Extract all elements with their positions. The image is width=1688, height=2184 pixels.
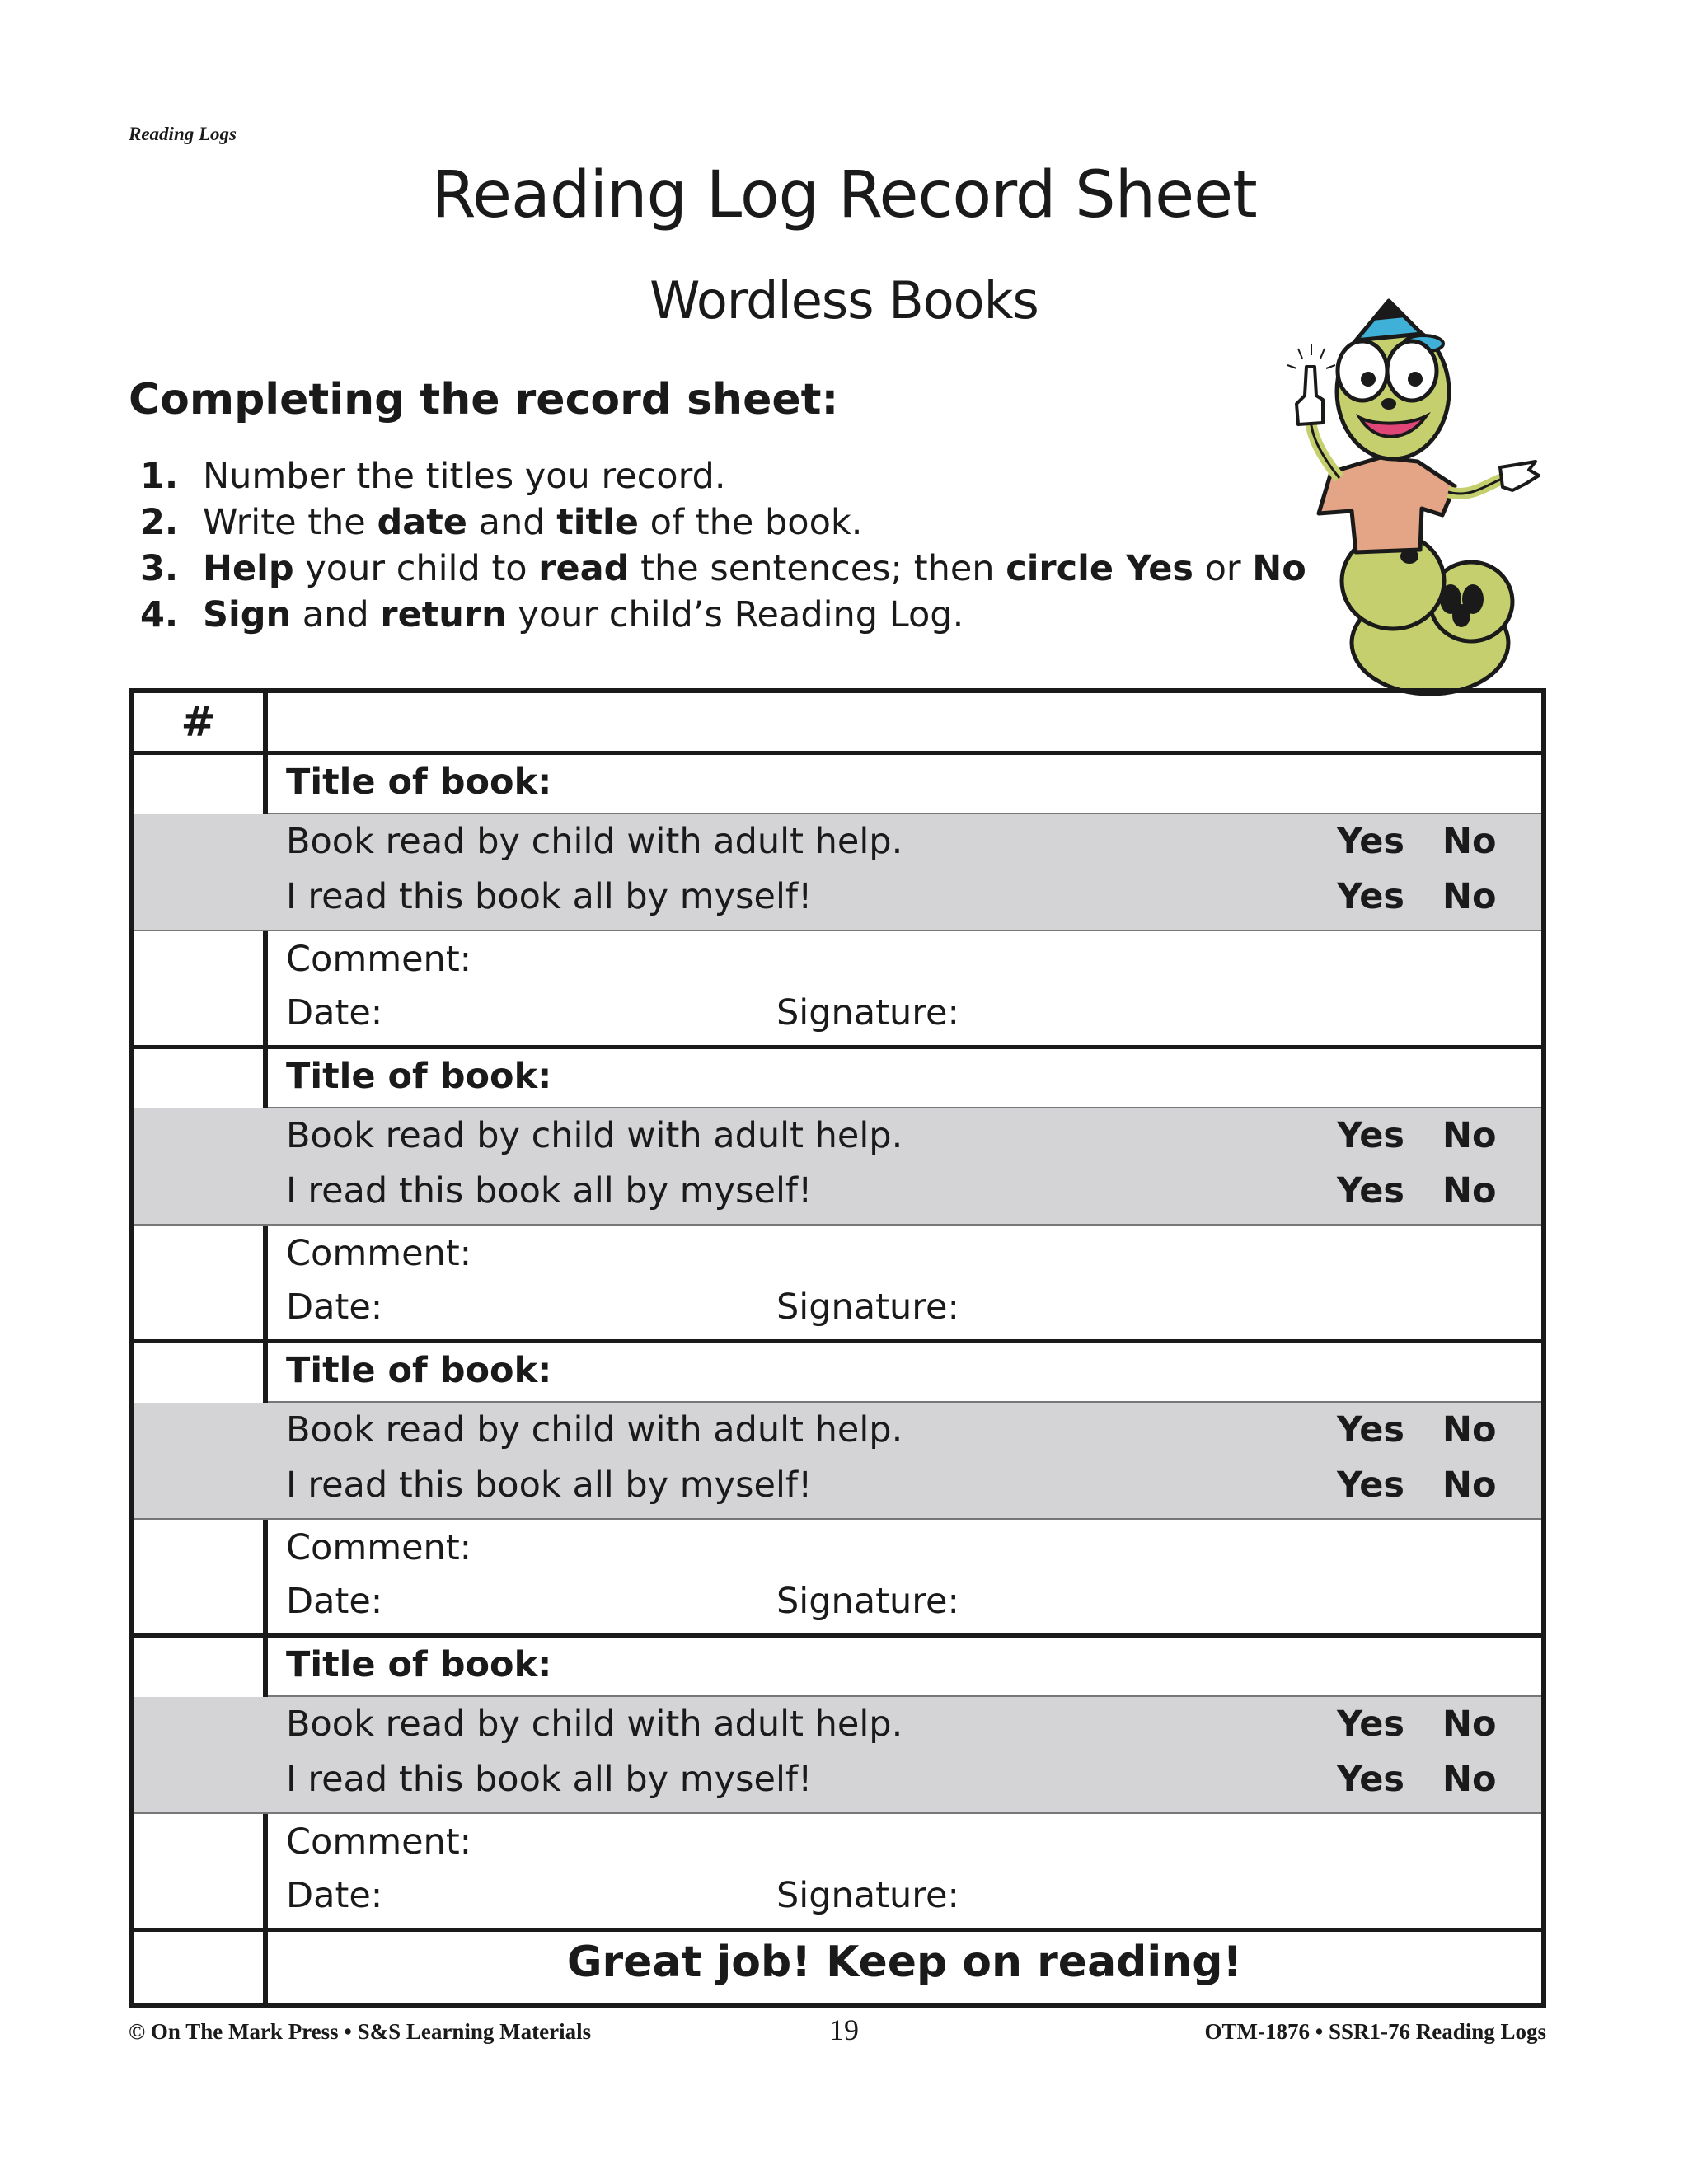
by-myself-no[interactable]: No — [1442, 876, 1497, 917]
by-myself-yes[interactable]: Yes — [1337, 876, 1404, 917]
instruction-text: No — [1252, 548, 1306, 589]
instruction-text: and — [291, 594, 381, 635]
instruction-text: Write the — [203, 502, 377, 543]
title-row — [268, 1638, 1541, 1697]
date-label: Date: — [286, 992, 383, 1033]
comment-label: Comment: — [286, 1527, 472, 1568]
instruction-text: circle Yes — [1006, 548, 1193, 589]
instruction-text: the sentences; then — [629, 548, 1006, 589]
reading-check-band — [134, 814, 1541, 931]
comment-label: Comment: — [286, 1821, 472, 1863]
by-myself-label: I read this book all by myself! — [286, 1170, 813, 1212]
log-entry — [134, 1343, 1541, 1638]
comment-label: Comment: — [286, 1233, 472, 1274]
instruction-text: or — [1193, 548, 1253, 589]
instruction-text: read — [538, 548, 630, 589]
instruction-item — [140, 453, 1306, 499]
page-title: Reading Log Record Sheet — [431, 158, 1257, 232]
adult-help-yes[interactable]: Yes — [1337, 1115, 1404, 1156]
log-entry — [134, 1049, 1541, 1343]
worm-mascot-illustration — [1265, 293, 1545, 701]
instruction-text: of the book. — [638, 502, 863, 543]
page-subtitle: Wordless Books — [649, 270, 1039, 330]
by-myself-label: I read this book all by myself! — [286, 1759, 813, 1800]
instruction-number: 3. — [140, 548, 179, 589]
log-entry — [134, 1638, 1541, 1932]
signature-label: Signature: — [776, 1875, 959, 1916]
closing-message: Great job! Keep on reading! — [566, 1938, 1243, 1987]
adult-help-no[interactable]: No — [1442, 821, 1497, 862]
adult-help-label: Book read by child with adult help. — [286, 1115, 903, 1156]
table-header-row — [134, 693, 1541, 755]
footer-publisher: © On The Mark Press • S&S Learning Materials — [129, 2019, 592, 2044]
title-row — [268, 755, 1541, 814]
by-myself-label: I read this book all by myself! — [286, 1465, 813, 1506]
adult-help-yes[interactable]: Yes — [1337, 1409, 1404, 1451]
footer-product-code: OTM-1876 • SSR1-76 Reading Logs — [1204, 2019, 1546, 2044]
instruction-text: title — [556, 502, 639, 543]
instructions-list — [140, 453, 1306, 638]
header-tag: Reading Logs — [129, 124, 237, 144]
instruction-text: your child to — [293, 548, 539, 589]
instruction-text: return — [380, 594, 507, 635]
date-label: Date: — [286, 1581, 383, 1622]
instruction-number: 4. — [140, 594, 179, 635]
adult-help-yes[interactable]: Yes — [1337, 821, 1404, 862]
instruction-number: 2. — [140, 502, 179, 543]
comment-label: Comment: — [286, 939, 472, 980]
title-row — [268, 1343, 1541, 1403]
instruction-item — [140, 546, 1306, 592]
by-myself-label: I read this book all by myself! — [286, 876, 813, 917]
instruction-item — [140, 592, 1306, 638]
instruction-text: your child’s Reading Log. — [506, 594, 964, 635]
by-myself-yes[interactable]: Yes — [1337, 1759, 1404, 1800]
title-label: Title of book: — [286, 762, 552, 803]
signature-label: Signature: — [776, 1286, 959, 1328]
signature-label: Signature: — [776, 1581, 959, 1622]
date-label: Date: — [286, 1286, 383, 1328]
adult-help-yes[interactable]: Yes — [1337, 1704, 1404, 1745]
by-myself-no[interactable]: No — [1442, 1465, 1497, 1506]
reading-check-band — [134, 1108, 1541, 1226]
signature-label: Signature: — [776, 992, 959, 1033]
by-myself-no[interactable]: No — [1442, 1170, 1497, 1212]
page-number: 19 — [829, 2013, 859, 2046]
reading-check-band — [134, 1697, 1541, 1814]
title-row — [268, 1049, 1541, 1108]
reading-log-table — [129, 688, 1546, 2008]
adult-help-label: Book read by child with adult help. — [286, 1409, 903, 1451]
log-entry — [134, 755, 1541, 1049]
instruction-text: Sign — [203, 594, 292, 635]
date-label: Date: — [286, 1875, 383, 1916]
instruction-item — [140, 499, 1306, 546]
by-myself-yes[interactable]: Yes — [1337, 1170, 1404, 1212]
adult-help-no[interactable]: No — [1442, 1115, 1497, 1156]
by-myself-yes[interactable]: Yes — [1337, 1465, 1404, 1506]
instruction-text: Help — [203, 548, 294, 589]
number-column-header: # — [181, 698, 216, 746]
instructions-heading: Completing the record sheet: — [129, 375, 839, 424]
instruction-text: Number the titles you record. — [203, 456, 726, 497]
adult-help-no[interactable]: No — [1442, 1409, 1497, 1451]
instruction-text: and — [467, 502, 557, 543]
instruction-text: date — [377, 502, 467, 543]
by-myself-no[interactable]: No — [1442, 1759, 1497, 1800]
instruction-number: 1. — [140, 456, 179, 497]
adult-help-label: Book read by child with adult help. — [286, 1704, 903, 1745]
title-label: Title of book: — [286, 1056, 552, 1097]
title-label: Title of book: — [286, 1644, 552, 1685]
adult-help-label: Book read by child with adult help. — [286, 821, 903, 862]
title-label: Title of book: — [286, 1350, 552, 1391]
adult-help-no[interactable]: No — [1442, 1704, 1497, 1745]
reading-check-band — [134, 1403, 1541, 1520]
